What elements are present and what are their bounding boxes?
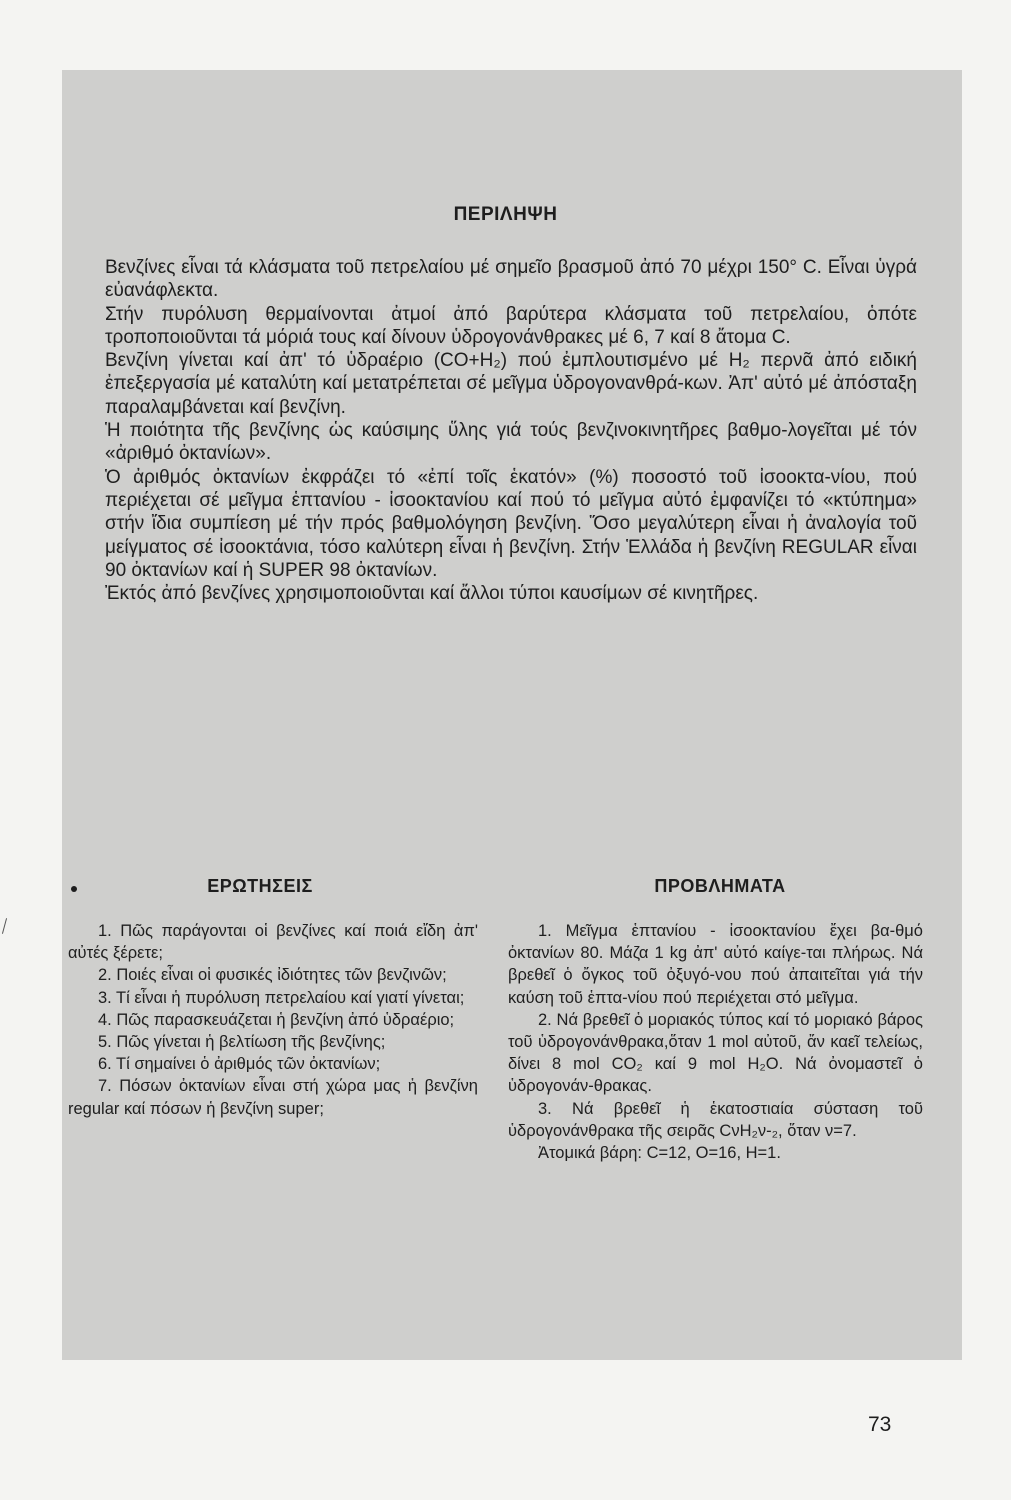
summary-paragraph: Ἐκτός ἀπό βενζίνες χρησιμοποιοῦνται καί ἄλλοι τύποι καυσίμων σέ κινητῆρες. bbox=[105, 583, 759, 605]
summary-paragraph: Βενζίνη γίνεται καί ἀπ' τό ὑδραέριο (CO+H₂) πού ἐμπλουτισμένο μέ H₂ περνᾶ ἀπό ειδική ἐπεξεργασία μέ καταλύτη καί μετατρέπεται σέ μεῖγμα ὑδρογονανθρά-κων. Ἀπ' αὐτό μέ ἀπόσταξη παραλαμβάνεται καί βενζίνη. bbox=[105, 350, 917, 418]
question-item: 2. Ποιές εἶναι οἱ φυσικές ἰδιότητες τῶν βενζινῶν; bbox=[98, 966, 447, 985]
problems-list bbox=[508, 920, 923, 1164]
summary-text bbox=[105, 256, 917, 605]
summary-paragraph: Βενζίνες εἶναι τά κλάσματα τοῦ πετρελαίου μέ σημεῖο βρασμοῦ ἀπό 70 μέχρι 150° C. Εἶναι ὑγρά εὐανάφλεκτα. bbox=[105, 257, 917, 302]
page-number: 73 bbox=[868, 1413, 892, 1436]
problem-item: 2. Νά βρεθεῖ ὁ μοριακός τύπος καί τό μοριακό βάρος τοῦ ὑδρογονάνθρακα,ὅταν 1 mol αὐτοῦ, ἄν καεῖ τελείως, δίνει 8 mol CO₂ καί 9 mol H₂O. Νά ὀνομαστεῖ ὁ ὑδρογονάν-θρακας. bbox=[508, 1010, 923, 1096]
summary-paragraph: Ὁ ἀριθμός ὀκτανίων ἐκφράζει τό «ἐπί τοῖς ἑκατόν» (%) ποσοστό τοῦ ἰσοοκτα-νίου, πού περιέχεται σέ μεῖγμα ἑπτανίου - ἰσοοκτανίου καί πού τό μεῖγμα αὐτό ἐμφανίζει τό «κτύπημα» στήν ἴδια συμπίεση μέ τήν πρός βαθμολόγηση βενζίνη. Ὅσο μεγαλύτερη εἶναι ἡ ἀναλογία τοῦ μείγματος σέ ἰσοοκτάνια, τόσο καλύτερη εἶναι ἡ βενζίνη. Στήν Ἑλλάδα ἡ βενζίνη REGULAR εἶναι 90 ὀκτανίων καί ἡ SUPER 98 ὀκτανίων. bbox=[105, 466, 917, 581]
question-item: 1. Πῶς παράγονται οἱ βενζίνες καί ποιά εἴδη ἀπ' αὐτές ξέρετε; bbox=[68, 922, 478, 963]
summary-title: ΠΕΡΙΛΗΨΗ bbox=[453, 204, 558, 225]
question-item: 3. Τί εἶναι ἡ πυρόλυση πετρελαίου καί γιατί γίνεται; bbox=[98, 988, 465, 1007]
margin-mark bbox=[2, 918, 7, 934]
summary-paragraph: Στήν πυρόλυση θερμαίνονται ἀτμοί ἀπό βαρύτερα κλάσματα τοῦ πετρελαίου, ὁπότε τροποποιοῦνται τά μόριά τους καί δίνουν ὑδρογονάνθρακες μέ 6, 7 καί 8 ἄτομα C. bbox=[105, 303, 917, 348]
question-item: 5. Πῶς γίνεται ἡ βελτίωση τῆς βενζίνης; bbox=[98, 1033, 386, 1052]
problem-item: 1. Μεῖγμα ἑπτανίου - ἰσοοκτανίου ἔχει βα-θμό ὀκτανίων 80. Μάζα 1 kg ἀπ' αὐτό καίγε-ται πλήρως. Νά βρεθεῖ ὁ ὄγκος τοῦ ὀξυγό-νου πού ἀπαιτεῖται γιά τήν καύση τοῦ ἑπτα-νίου πού περιέχεται στό μεῖγμα. bbox=[508, 922, 923, 1007]
problems-title: ΠΡΟΒΛΗΜΑΤΑ bbox=[654, 876, 786, 896]
question-item: 7. Πόσων ὀκτανίων εἶναι στή χώρα μας ἡ βενζίνη regular καί πόσων ἡ βενζίνη super; bbox=[68, 1077, 478, 1118]
question-item: 6. Τί σημαίνει ὁ ἀριθμός τῶν ὀκτανίων; bbox=[98, 1055, 381, 1074]
questions-title: ΕΡΩΤΗΣΕΙΣ bbox=[207, 876, 313, 896]
summary-paragraph: Ἡ ποιότητα τῆς βενζίνης ὡς καύσιμης ὕλης γιά τούς βενζινοκινητῆρες βαθμο-λογεῖται μέ τόν «ἀριθμό ὀκτανίων». bbox=[105, 420, 917, 465]
questions-list bbox=[68, 920, 478, 1120]
atomic-weights: Ἀτομικά βάρη: C=12, O=16, H=1. bbox=[538, 1144, 781, 1163]
question-item: 4. Πῶς παρασκευάζεται ἡ βενζίνη ἀπό ὑδραέριο; bbox=[98, 1010, 455, 1029]
problem-item: 3. Νά βρεθεῖ ἡ ἑκατοστιαία σύσταση τοῦ ὑδρογονάνθρακα τῆς σειρᾶς CνH₂ν-₂, ὅταν ν=7. bbox=[508, 1099, 923, 1140]
